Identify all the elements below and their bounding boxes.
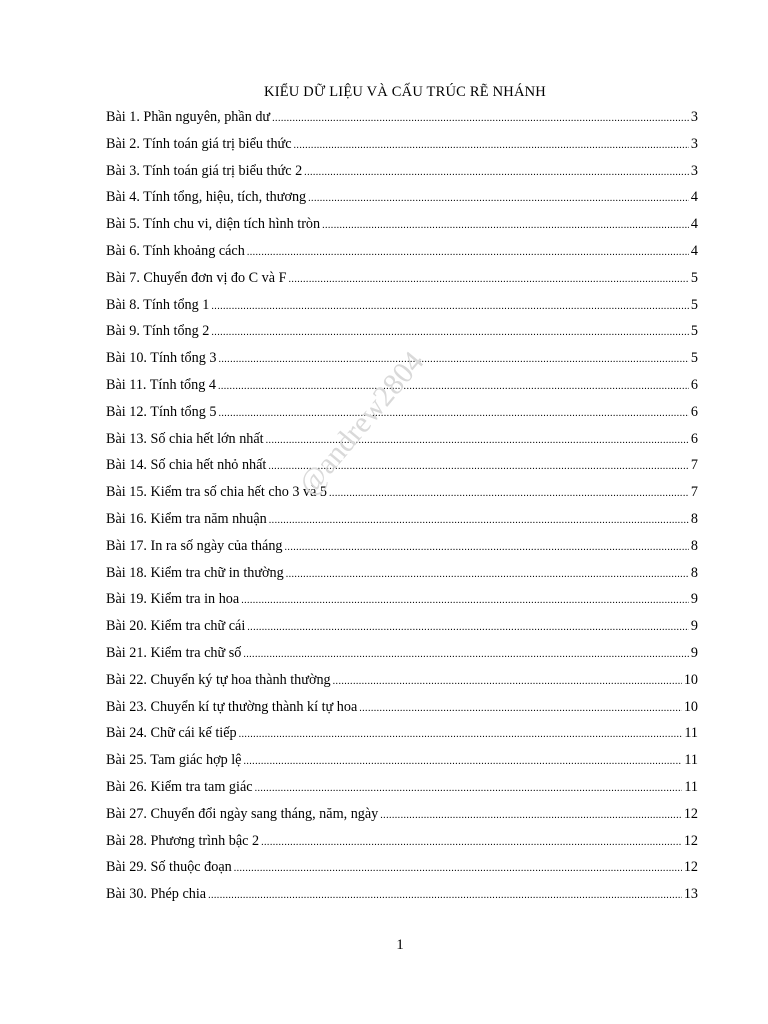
dot-leader — [269, 511, 689, 531]
toc-entry-label: Bài 10. Tính tổng 3 — [106, 350, 217, 367]
dot-leader — [243, 645, 689, 665]
toc-entry-page: 5 — [690, 323, 698, 340]
toc-entry-page: 3 — [690, 135, 698, 152]
toc-entry-page: 11 — [684, 725, 698, 742]
toc-entry-label: Bài 19. Kiểm tra in hoa — [106, 591, 240, 608]
toc-entry-label: Bài 25. Tam giác hợp lệ — [106, 752, 242, 769]
dot-leader — [359, 699, 682, 719]
toc-entry-label: Bài 22. Chuyển ký tự hoa thành thường — [106, 671, 331, 688]
dot-leader — [243, 752, 682, 772]
toc-entry[interactable] — [106, 750, 698, 777]
toc-entry[interactable] — [106, 831, 698, 858]
toc-entry-page: 11 — [684, 752, 698, 769]
toc-entry-page: 6 — [690, 403, 698, 420]
toc-entry-page: 6 — [690, 430, 698, 447]
dot-leader — [255, 779, 683, 799]
toc-entry-label: Bài 21. Kiểm tra chữ số — [106, 644, 242, 661]
dot-leader — [211, 297, 689, 317]
dot-leader — [211, 323, 689, 343]
toc-entry-page: 4 — [690, 242, 698, 259]
dot-leader — [218, 350, 688, 370]
toc-entry-page: 5 — [690, 350, 698, 367]
toc-entry-page: 6 — [690, 376, 698, 393]
toc-entry-label: Bài 2. Tính toán giá trị biểu thức — [106, 135, 292, 152]
toc-entry-label: Bài 1. Phần nguyên, phần dư — [106, 109, 271, 125]
toc-entry[interactable] — [106, 455, 698, 482]
dot-leader — [294, 136, 689, 156]
toc-title: KIỂU DỮ LIỆU VÀ CẤU TRÚC RẼ NHÁNH — [264, 84, 546, 100]
toc-entry-label: Bài 11. Tính tổng 4 — [106, 376, 216, 393]
toc-entry[interactable] — [106, 295, 698, 322]
toc-entry[interactable] — [106, 429, 698, 456]
toc-entry-label: Bài 28. Phương trình bậc 2 — [106, 832, 260, 849]
page-number: 1 — [396, 937, 404, 953]
toc-entry[interactable] — [106, 187, 698, 214]
dot-leader — [247, 618, 689, 638]
toc-entry-page: 3 — [690, 109, 698, 125]
toc-entry[interactable] — [106, 777, 698, 804]
toc-entry-page: 4 — [690, 189, 698, 206]
dot-leader — [304, 163, 689, 183]
toc-entry-label: Bài 26. Kiểm tra tam giác — [106, 778, 253, 795]
watermark: @andrew2804 — [292, 345, 431, 502]
toc-entry-label: Bài 27. Chuyển đổi ngày sang tháng, năm, ngày — [106, 805, 379, 822]
dot-leader — [272, 109, 689, 129]
toc-entry-page: 13 — [683, 886, 698, 903]
toc-entry-page: 5 — [690, 296, 698, 313]
toc-entry-label: Bài 16. Kiểm tra năm nhuận — [106, 510, 267, 527]
toc-entry-label: Bài 5. Tính chu vi, diện tích hình tròn — [106, 216, 321, 233]
toc-entry-page: 12 — [683, 859, 698, 876]
toc-entry-label: Bài 3. Tính toán giá trị biểu thức 2 — [106, 162, 303, 179]
toc-entry[interactable] — [106, 804, 698, 831]
toc-entry-label: Bài 30. Phép chia — [106, 886, 207, 903]
toc-entry[interactable] — [106, 589, 698, 616]
toc-entry[interactable] — [106, 241, 698, 268]
toc-entry-label: Bài 9. Tính tổng 2 — [106, 323, 210, 340]
dot-leader — [241, 591, 689, 611]
toc-entry[interactable] — [106, 697, 698, 724]
dot-leader — [308, 189, 689, 209]
toc-entry-page: 4 — [690, 216, 698, 233]
toc-entry[interactable] — [106, 536, 698, 563]
toc-entry-label: Bài 24. Chữ cái kế tiếp — [106, 725, 237, 742]
toc-entry[interactable] — [106, 134, 698, 161]
toc-entry-label: Bài 12. Tính tổng 5 — [106, 403, 217, 420]
dot-leader — [285, 538, 689, 558]
toc-entry-page: 5 — [690, 269, 698, 286]
toc-entry-page: 12 — [683, 832, 698, 849]
toc-entry-label: Bài 23. Chuyển kí tự thường thành kí tự hoa — [106, 698, 358, 715]
toc-entry-page: 9 — [690, 644, 698, 661]
toc-entry-page: 7 — [690, 484, 698, 501]
toc-entry-page: 8 — [690, 564, 698, 581]
toc-entry-page: 10 — [683, 671, 698, 688]
toc-entry[interactable] — [106, 723, 698, 750]
toc-entry-label: Bài 29. Số thuộc đoạn — [106, 859, 232, 876]
toc-entry[interactable] — [106, 482, 698, 509]
dot-leader — [380, 806, 682, 826]
toc-entry[interactable] — [106, 857, 698, 884]
toc-entry-label: Bài 14. Số chia hết nhỏ nhất — [106, 457, 267, 474]
toc-entry-label: Bài 8. Tính tổng 1 — [106, 296, 210, 313]
toc-entry-page: 8 — [690, 537, 698, 554]
dot-leader — [322, 216, 689, 236]
dot-leader — [234, 859, 682, 879]
toc-entry-label: Bài 7. Chuyển đơn vị đo C và F — [106, 269, 287, 286]
toc-entry-page: 8 — [690, 510, 698, 527]
toc-entry-label: Bài 13. Số chia hết lớn nhất — [106, 430, 264, 447]
toc-entry-page: 9 — [690, 591, 698, 608]
toc-entry[interactable] — [106, 107, 698, 134]
dot-leader — [289, 270, 689, 290]
toc-entry-label: Bài 6. Tính khoảng cách — [106, 242, 245, 259]
dot-leader — [218, 377, 689, 397]
dot-leader — [218, 404, 688, 424]
toc-entry-label: Bài 20. Kiểm tra chữ cái — [106, 618, 246, 635]
toc-entry-label: Bài 17. In ra số ngày của tháng — [106, 537, 283, 554]
toc-entry[interactable] — [106, 161, 698, 188]
toc-entry[interactable] — [106, 509, 698, 536]
toc-entry-page: 7 — [690, 457, 698, 474]
dot-leader — [247, 243, 689, 263]
dot-leader — [286, 565, 689, 585]
toc-entry-label: Bài 15. Kiểm tra số chia hết cho 3 và 5 — [106, 484, 328, 501]
toc-entry[interactable] — [106, 563, 698, 590]
toc-entry-page: 12 — [683, 805, 698, 822]
dot-leader — [239, 725, 683, 745]
toc-entry[interactable] — [106, 402, 698, 429]
toc-entry-label: Bài 4. Tính tổng, hiệu, tích, thương — [106, 189, 307, 206]
dot-leader — [208, 886, 682, 906]
toc-entry[interactable] — [106, 214, 698, 241]
toc-entry-page: 9 — [690, 618, 698, 635]
dot-leader — [261, 833, 682, 853]
toc-entry[interactable] — [106, 321, 698, 348]
toc-entry[interactable] — [106, 884, 698, 911]
toc-entry-label: Bài 18. Kiểm tra chữ in thường — [106, 564, 284, 581]
table-of-contents — [106, 107, 698, 911]
toc-entry[interactable] — [106, 643, 698, 670]
dot-leader — [329, 484, 689, 504]
toc-entry-page: 3 — [690, 162, 698, 179]
toc-entry-page: 11 — [684, 778, 698, 795]
toc-entry[interactable] — [106, 268, 698, 295]
toc-entry-page: 10 — [683, 698, 698, 715]
toc-entry[interactable] — [106, 616, 698, 643]
toc-entry[interactable] — [106, 670, 698, 697]
dot-leader — [333, 672, 682, 692]
